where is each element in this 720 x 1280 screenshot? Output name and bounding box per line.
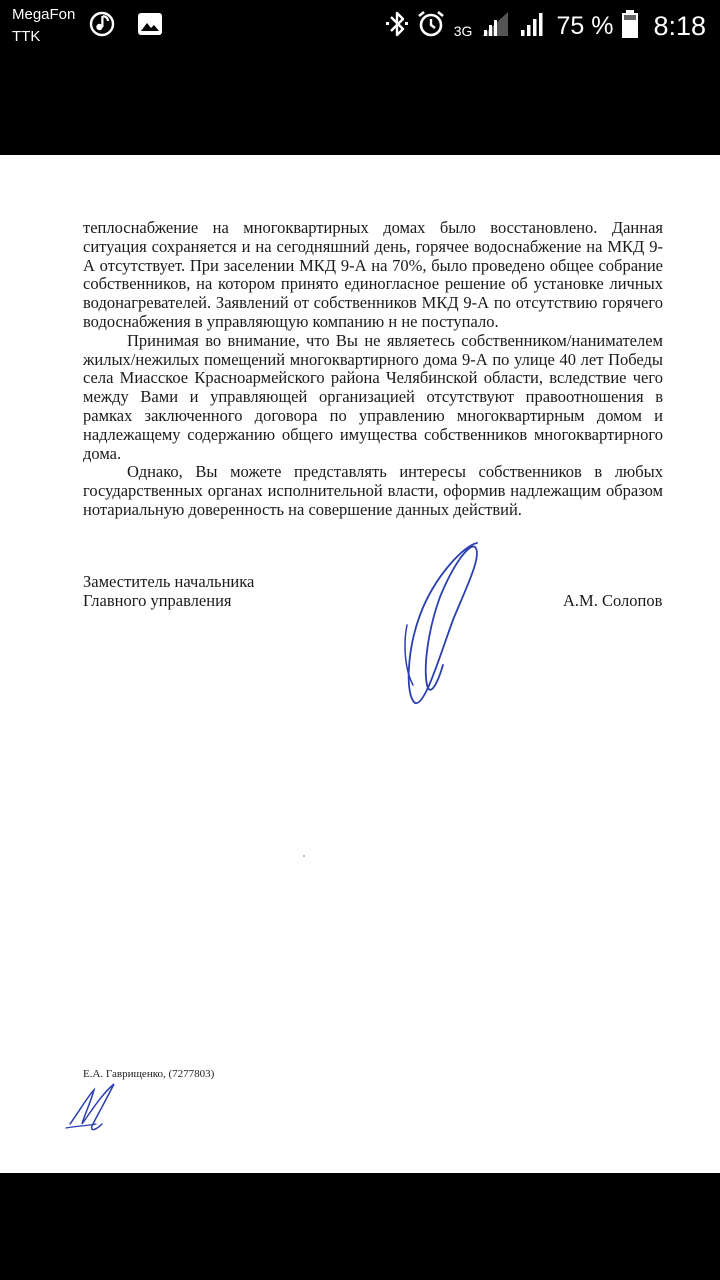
signal-icon — [518, 10, 548, 43]
paragraph-1: теплоснабжение на многоквартирных домах было восстановлено. Данная ситуация сохраняется и на сегодняшний день, горячее водоснабжение на МКД 9-А отсутствует. При заселении МКД 9-А на 70%, было проведено общее собрание собственников, на котором принято единогласное решение об установке личных водонагревателей. Заявлений от собственников МКД 9-А по отсутствию горячего водоснабжения в управляющую компанию н не поступало. — [83, 218, 663, 331]
scan-speck — [303, 855, 305, 857]
image-icon — [136, 10, 164, 43]
paragraph-3: Однако, Вы можете представлять интересы собственников в любых государственных органах исполнительной власти, оформив надлежащим образом нотариальную доверенность на совершение данных действий. — [83, 462, 663, 519]
alarm-icon — [416, 9, 446, 44]
carrier-info — [12, 4, 75, 48]
letter-body — [83, 219, 663, 520]
document-page[interactable] — [0, 155, 720, 1173]
battery-percent: 75 % — [556, 11, 614, 40]
music-icon — [88, 10, 116, 43]
executor-info: Е.А. Гаврищенко, (7277803) — [83, 1068, 215, 1080]
initials-signature — [62, 1080, 126, 1136]
carrier-name: MegaFon — [12, 6, 76, 23]
bluetooth-icon — [386, 9, 408, 44]
signer-name: А.М. Солопов — [563, 591, 663, 610]
carrier-secondary: TTK — [12, 28, 41, 45]
paragraph-2: Принимая во внимание, что Вы не являетесь собственником/нанимателем жилых/нежилых помещений многоквартирного дома 9-А по улице 40 лет Победы села Миасское Красноармейского района Челябинской области, вследствие чего между Вами и управляющей организацией отсутствуют правоотношения в рамках заключенного договора по управлению многоквартирным домом и надлежащему содержанию общего имущества собственников многоквартирного дома. — [83, 330, 663, 463]
signature-title-line2: Главного управления — [83, 591, 232, 610]
status-right-group — [386, 6, 706, 46]
signature-title-line1: Заместитель начальника — [83, 572, 255, 591]
clock: 8:18 — [653, 10, 706, 41]
network-type: 3G — [453, 23, 473, 39]
signature-title — [83, 572, 254, 610]
battery-icon — [621, 9, 639, 44]
bottom-bar — [0, 1173, 720, 1280]
status-bar — [0, 0, 720, 155]
signal-icon — [480, 10, 510, 43]
signature-image — [395, 535, 495, 715]
